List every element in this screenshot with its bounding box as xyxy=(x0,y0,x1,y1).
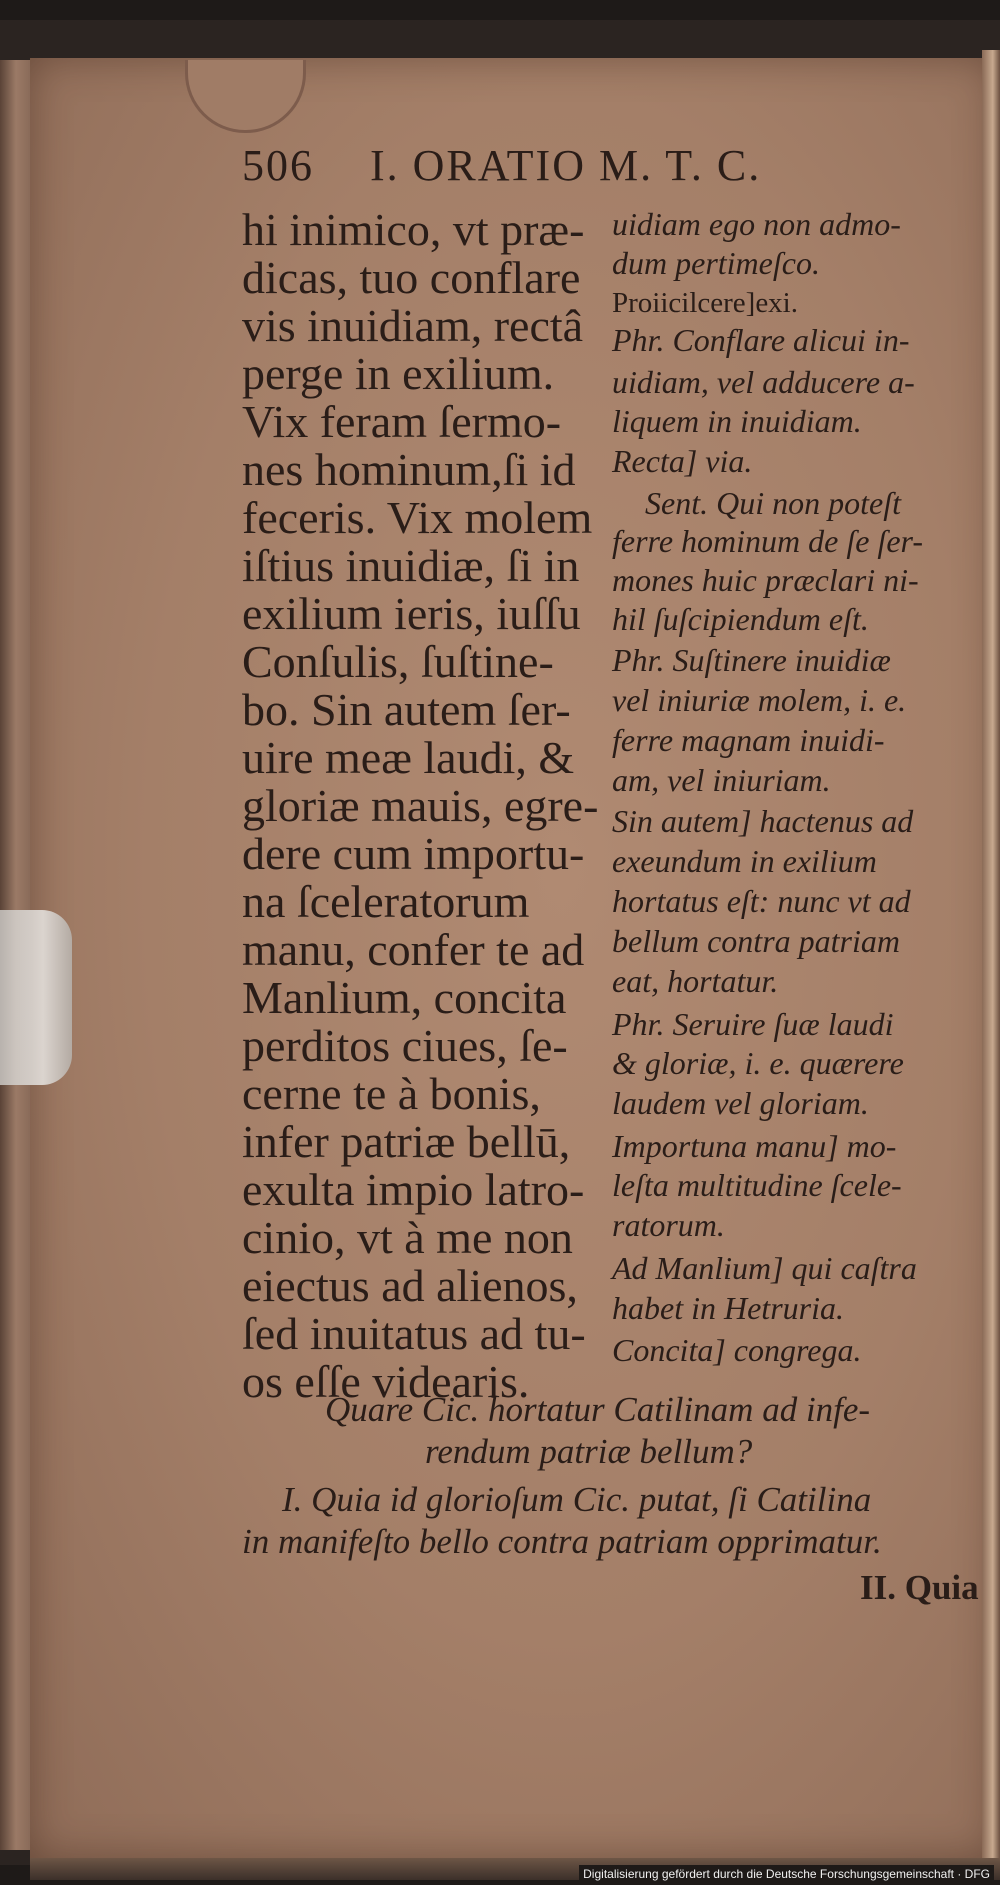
page-edge-right xyxy=(982,50,1000,1860)
main-line: Conſulis, ſuſtine- xyxy=(242,636,554,687)
note-line: Phr. Seruire ſuæ laudi xyxy=(612,1006,894,1042)
running-title: I. ORATIO M. T. C. xyxy=(370,141,762,190)
note-line: Importuna manu] mo- xyxy=(612,1128,897,1164)
note-line: Phr. Conflare alicui in- xyxy=(612,322,910,358)
note-line: laudem vel gloriam. xyxy=(612,1085,869,1121)
note-line: ratorum. xyxy=(612,1207,725,1243)
main-line: feceris. Vix molem xyxy=(242,492,593,543)
note-line: habet in Hetruria. xyxy=(612,1290,844,1326)
note-line: Sent. Qui non poteſt xyxy=(645,485,901,521)
note-line: liquem in inuidiam. xyxy=(612,403,862,439)
answer-line: in manifeſto bello contra patriam opprimatur. xyxy=(242,1522,882,1561)
note-line: uidiam, vel adducere a- xyxy=(612,364,915,400)
note-line: ferre magnam inuidi- xyxy=(612,722,885,758)
main-line: manu, confer te ad xyxy=(242,924,585,975)
main-line: gloriæ mauis, egre- xyxy=(242,780,599,831)
main-line: infer patriæ bellū, xyxy=(242,1116,571,1167)
main-line: perditos ciues, ſe- xyxy=(242,1020,568,1071)
note-line: Recta] via. xyxy=(612,443,753,479)
main-line: vis inuidiam, rectâ xyxy=(242,300,584,351)
note-line: Sin autem] hactenus ad xyxy=(612,803,914,839)
note-line: Proiicilcere]exi. xyxy=(612,287,798,319)
main-line: nes hominum,ſi id xyxy=(242,444,576,495)
main-line: dicas, tuo conflare xyxy=(242,252,581,303)
question-line: Quare Cic. hortatur Catilinam ad infe- xyxy=(325,1390,871,1429)
color-tab xyxy=(0,910,72,1085)
note-line: ferre hominum de ſe ſer- xyxy=(612,523,923,559)
note-line: eat, hortatur. xyxy=(612,963,779,999)
note-line: exeundum in exilium xyxy=(612,843,877,879)
note-line: hortatus eſt: nunc vt ad xyxy=(612,883,911,919)
note-line: Ad Manlium] qui caſtra xyxy=(612,1250,917,1286)
note-line: hil ſuſcipiendum eſt. xyxy=(612,601,869,637)
catchword: II. Quia xyxy=(860,1568,979,1607)
main-line: dere cum importu- xyxy=(242,828,585,879)
note-line: & gloriæ, i. e. quærere xyxy=(612,1045,904,1081)
main-line: bo. Sin autem ſer- xyxy=(242,684,571,735)
main-line: eiectus ad alienos, xyxy=(242,1260,578,1311)
main-line: cerne te à bonis, xyxy=(242,1068,541,1119)
main-line: exulta impio latro- xyxy=(242,1164,585,1215)
main-line: uire meæ laudi, & xyxy=(242,732,575,783)
note-line: vel iniuriæ molem, i. e. xyxy=(612,682,907,718)
main-line: os eſſe videaris. xyxy=(242,1356,530,1407)
answer-line: I. Quia id glorioſum Cic. putat, ſi Catilina xyxy=(282,1480,872,1519)
question-line: rendum patriæ bellum? xyxy=(425,1432,753,1471)
page-number: 506 xyxy=(242,141,314,190)
note-line: mones huic præclari ni- xyxy=(612,562,919,598)
main-line: cinio, vt à me non xyxy=(242,1212,573,1263)
note-line: bellum contra patriam xyxy=(612,923,900,959)
main-line: ſed inuitatus ad tu- xyxy=(242,1308,586,1359)
digitization-credit: Digitalisierung gefördert durch die Deutsche Forschungsgemeinschaft · DFG xyxy=(579,1865,994,1883)
main-line: exilium ieris, iuſſu xyxy=(242,588,581,639)
note-line: dum pertimeſco. xyxy=(612,245,820,281)
note-line: Phr. Suſtinere inuidiæ xyxy=(612,642,891,678)
main-line: hi inimico, vt præ- xyxy=(242,204,585,255)
note-line: Concita] congrega. xyxy=(612,1332,862,1368)
main-line: na ſceleratorum xyxy=(242,876,530,927)
note-line: uidiam ego non admo- xyxy=(612,206,901,242)
note-line: leſta multitudine ſcele- xyxy=(612,1167,902,1203)
main-line: iſtius inuidiæ, ſi in xyxy=(242,540,580,591)
main-line: perge in exilium. xyxy=(242,348,555,399)
main-line: Vix feram ſermo- xyxy=(242,396,562,447)
note-line: am, vel iniuriam. xyxy=(612,762,831,798)
main-line: Manlium, concita xyxy=(242,972,567,1023)
